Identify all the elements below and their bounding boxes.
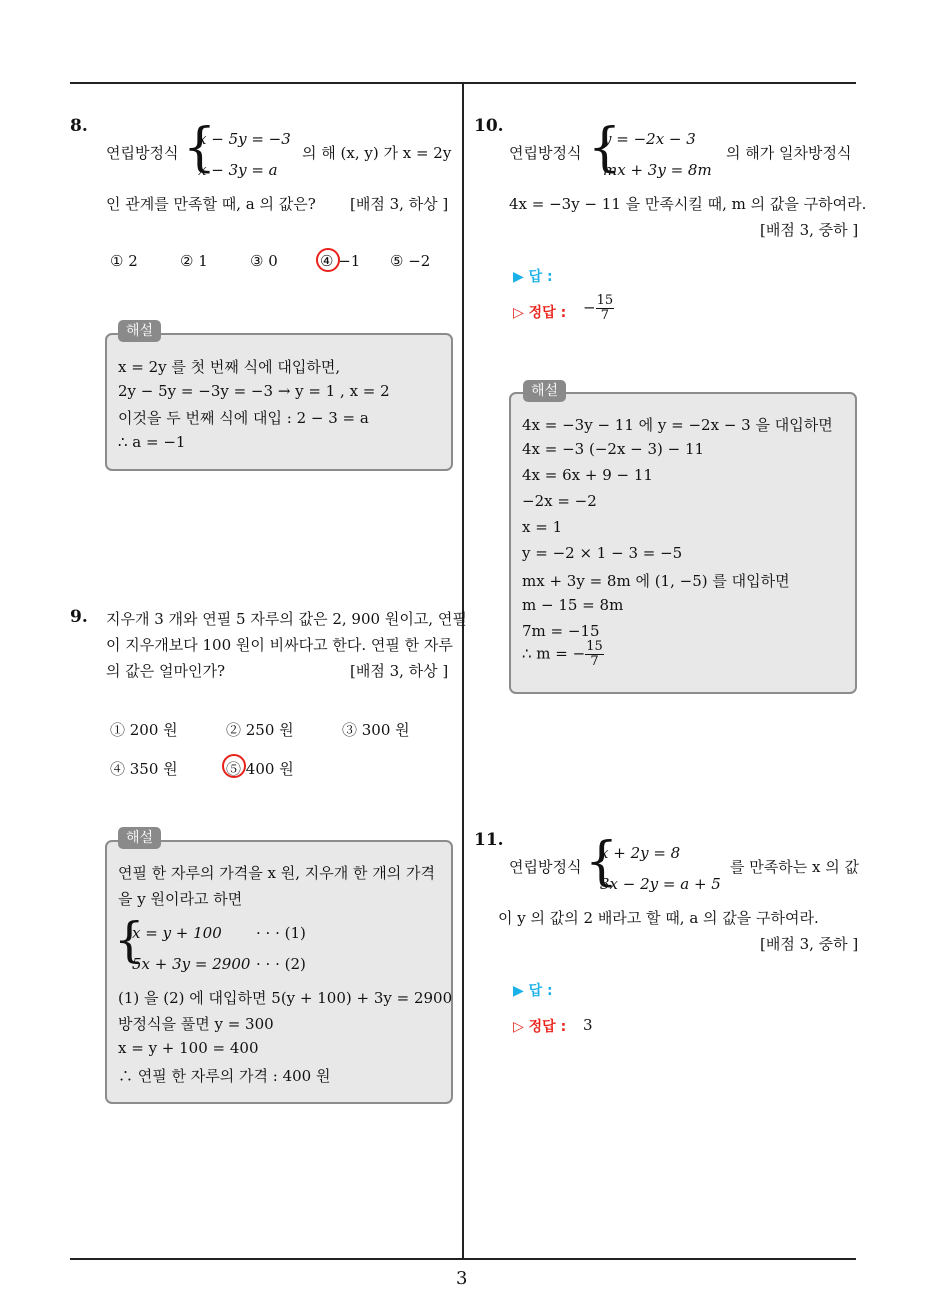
q10-explain-line-4: −2x = −2 bbox=[522, 492, 597, 510]
question-9-number: 9. bbox=[70, 607, 88, 627]
q9-text-1: 지우개 3 개와 연필 5 자루의 값은 2, 900 원이고, 연필 bbox=[106, 610, 467, 628]
q11-eq2: 3x − 2y = a + 5 bbox=[600, 875, 721, 893]
q9-explain-b-4: ∴ 연필 한 자루의 가격 : 400 원 bbox=[118, 1067, 331, 1085]
q10-explain-line-2: 4x = −3 (−2x − 3) − 11 bbox=[522, 440, 705, 458]
q9-text-3: 의 값은 얼마인가? bbox=[106, 662, 226, 680]
q8-eq2: x − 3y = a bbox=[198, 161, 278, 179]
q10-explain-line-6: y = −2 × 1 − 3 = −5 bbox=[522, 544, 683, 562]
q10-explain-line-5: x = 1 bbox=[522, 518, 563, 536]
q9-sys-eq1: x = y + 100 bbox=[132, 924, 222, 942]
q8-intro: 연립방정식 bbox=[106, 144, 179, 162]
bottom-rule bbox=[70, 1258, 856, 1260]
q8-meta: [배점 3, 하상 ] bbox=[350, 195, 449, 213]
q10-correct-label bbox=[513, 302, 566, 322]
q9-choice-4[interactable]: ④ 350 원 bbox=[110, 760, 178, 778]
q10-correct-sign: − bbox=[583, 298, 596, 317]
q9-text-2: 이 지우개보다 100 원이 비싸다고 한다. 연필 한 자루 bbox=[106, 636, 453, 654]
q11-correct-value: 3 bbox=[583, 1016, 593, 1034]
q9-choice-1[interactable]: ① 200 원 bbox=[110, 721, 178, 739]
q9-sys-tag2: · · · (2) bbox=[256, 955, 306, 973]
q9-sys-tag1: · · · (1) bbox=[256, 924, 306, 942]
q9-meta: [배점 3, 하상 ] bbox=[350, 662, 449, 680]
q9-explain-b-1: (1) 을 (2) 에 대입하면 5(y + 100) + 3y = 2900 bbox=[118, 989, 453, 1007]
q9-choice-5-marker: ⑤ bbox=[226, 760, 242, 778]
q8-choice-1[interactable]: ① 2 bbox=[110, 252, 138, 270]
q11-answer-label: ▶ 답 : bbox=[513, 983, 553, 999]
q8-explain-line-3: 이것을 두 번째 식에 대입 : 2 − 3 = a bbox=[118, 409, 369, 427]
q10-explain-line-9: 7m = −15 bbox=[522, 622, 600, 640]
q9-explain-a-2: 을 y 원이라고 하면 bbox=[118, 890, 243, 908]
question-10-number: 10. bbox=[474, 116, 504, 136]
q8-choice-4-marker: ④ bbox=[320, 252, 334, 270]
q10-explain-line-3: 4x = 6x + 9 − 11 bbox=[522, 466, 653, 484]
q10-correct-num: 15 bbox=[596, 293, 614, 308]
q11-brace: { bbox=[585, 832, 619, 892]
q8-correct-circle bbox=[316, 248, 340, 272]
q11-correct-label: ▷ 정답 : bbox=[513, 1019, 567, 1035]
q10-after: 의 해가 일차방정식 bbox=[726, 144, 852, 162]
q8-eq1: x − 5y = −3 bbox=[198, 130, 291, 148]
q9-explain-b-2: 방정식을 풀면 y = 300 bbox=[118, 1015, 274, 1033]
q8-explain-line-2: 2y − 5y = −3y = −3 → y = 1 , x = 2 bbox=[118, 382, 390, 400]
q10-explain-line-8: m − 15 = 8m bbox=[522, 596, 624, 614]
q10-meta: [배점 3, 중하 ] bbox=[760, 221, 859, 239]
q11-after: 를 만족하는 x 의 값 bbox=[730, 858, 859, 876]
q10-correct-label-text: ▷ 정답 : bbox=[513, 305, 567, 321]
q9-choice-2[interactable]: ② 250 원 bbox=[226, 721, 294, 739]
q10-correct-value bbox=[583, 294, 614, 323]
page-number: 3 bbox=[456, 1268, 468, 1289]
q8-choice-3[interactable]: ③ 0 bbox=[250, 252, 278, 270]
q9-choice-5-value: 400 원 bbox=[245, 760, 294, 778]
q9-explanation-tag: 해설 bbox=[118, 827, 161, 849]
q10-eq1: y = −2x − 3 bbox=[603, 130, 696, 148]
q10-explanation-tag: 해설 bbox=[523, 380, 566, 402]
q9-system-brace: { bbox=[114, 912, 145, 968]
q10-line2: 4x = −3y − 11 을 만족시킬 때, m 의 값을 구하여라. bbox=[509, 195, 867, 213]
q10-explain-num: 15 bbox=[586, 639, 603, 654]
q10-explain-fraction bbox=[585, 640, 604, 669]
q9-choice-3[interactable]: ③ 300 원 bbox=[342, 721, 410, 739]
q10-correct-fraction bbox=[596, 294, 615, 323]
q10-explain-den: 7 bbox=[590, 654, 599, 669]
q10-eq2: mx + 3y = 8m bbox=[603, 161, 712, 179]
question-8-number: 8. bbox=[70, 116, 88, 136]
q10-explain-line-1: 4x = −3y − 11 에 y = −2x − 3 을 대입하면 bbox=[522, 416, 833, 434]
column-divider bbox=[462, 83, 464, 1259]
q8-brace: { bbox=[183, 118, 217, 178]
q11-line2: 이 y 의 값의 2 배라고 할 때, a 의 값을 구하여라. bbox=[498, 909, 819, 927]
q10-brace: { bbox=[588, 118, 622, 178]
q10-intro: 연립방정식 bbox=[509, 144, 582, 162]
q9-explain-b-3: x = y + 100 = 400 bbox=[118, 1039, 259, 1057]
q8-explain-line-1: x = 2y 를 첫 번째 식에 대입하면, bbox=[118, 358, 341, 376]
q8-choice-4-value: −1 bbox=[338, 252, 361, 270]
q10-explain-line-10 bbox=[522, 640, 604, 669]
q8-choice-2[interactable]: ② 1 bbox=[180, 252, 208, 270]
q9-explain-a-1: 연필 한 자루의 가격을 x 원, 지우개 한 개의 가격 bbox=[118, 864, 435, 882]
q10-answer-label: ▶ 답 : bbox=[513, 269, 553, 285]
q8-explanation-tag: 해설 bbox=[118, 320, 161, 342]
question-11-number: 11. bbox=[474, 830, 504, 850]
q8-after: 의 해 (x, y) 가 x = 2y bbox=[302, 144, 452, 162]
q10-correct-den: 7 bbox=[600, 308, 609, 323]
q11-intro: 연립방정식 bbox=[509, 858, 582, 876]
q11-eq1: x + 2y = 8 bbox=[600, 844, 681, 862]
q9-sys-eq2: 5x + 3y = 2900 bbox=[132, 955, 251, 973]
q11-meta: [배점 3, 중하 ] bbox=[760, 935, 859, 953]
q8-line2: 인 관계를 만족할 때, a 의 값은? bbox=[106, 195, 316, 213]
q8-choice-5[interactable]: ⑤ −2 bbox=[390, 252, 431, 270]
q10-explain-line-7: mx + 3y = 8m 에 (1, −5) 를 대입하면 bbox=[522, 572, 790, 590]
q10-explain-last-text: ∴ m = − bbox=[522, 644, 586, 663]
q9-correct-circle bbox=[222, 754, 246, 778]
q8-explain-line-4: ∴ a = −1 bbox=[118, 433, 186, 451]
